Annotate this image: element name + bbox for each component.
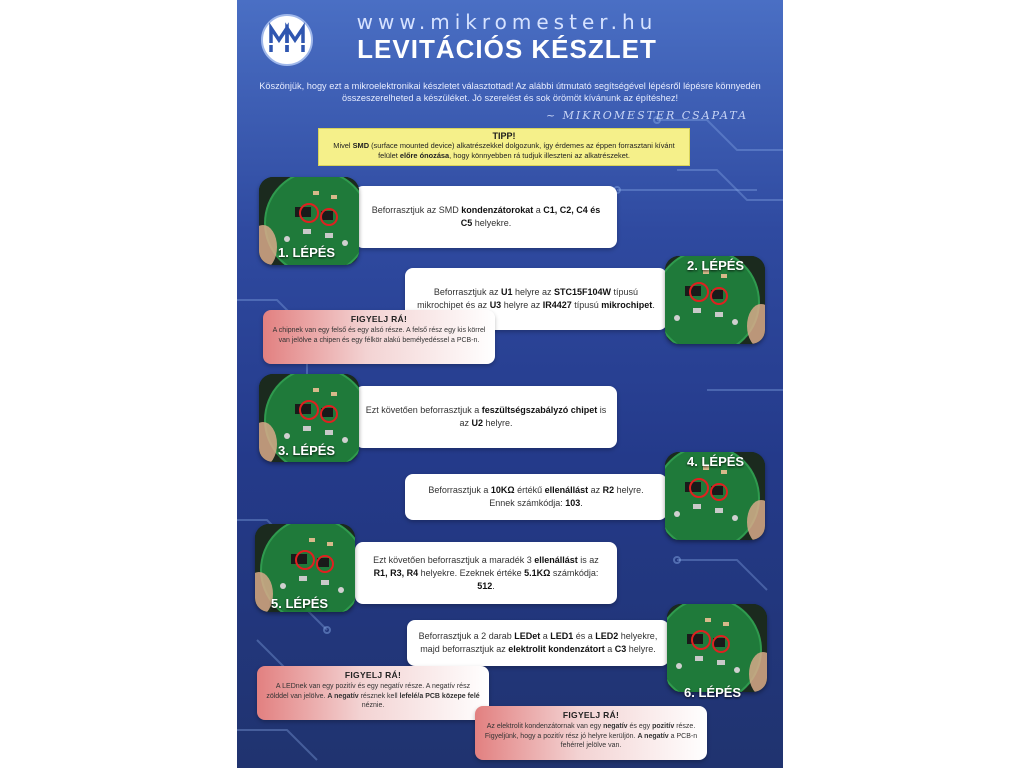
step-6-label: 6. LÉPÉS [684, 685, 742, 700]
step-1-label: 1. LÉPÉS [278, 245, 336, 260]
warning-2-title: FIGYELJ RÁ! [344, 670, 402, 680]
step-4-label: 4. LÉPÉS [687, 454, 745, 469]
warning-3-title: FIGYELJ RÁ! [562, 710, 620, 720]
team-signature: ~ MIKROMESTER CSAPATA [545, 109, 749, 122]
warning-2-text: A LEDnek van egy pozitív és egy negatív része. A negatív rész zölddel van jelölve. A negatív résznek kell lefelé/a PCB közepe felé néznie. [266, 683, 480, 709]
step-3-label: 3. LÉPÉS [278, 443, 336, 458]
step-3-text: Ezt követően beforrasztjuk a feszültségszabályzó chipet is az U2 helyre. [365, 405, 607, 428]
warning-1-text: A chipnek van egy felső és egy alsó része. A felső rész egy kis körrel van jelölve a chipen és egy félkör alakú bemélyedéssel a PCB-n. [272, 327, 486, 344]
pcb-illustration [667, 604, 767, 692]
warning-led-polarity [257, 666, 489, 720]
instruction-poster [237, 0, 783, 768]
page-title: LEVITÁCIÓS KÉSZLET [357, 34, 657, 64]
step-2-label: 2. LÉPÉS [687, 258, 745, 273]
step-3-card [355, 386, 617, 448]
step-4-text: Beforrasztjuk a 10KΩ értékű ellenállást az R2 helyre. Ennek számkódja: 103. [428, 485, 644, 508]
warning-1-title: FIGYELJ RÁ! [350, 314, 408, 324]
step-2-text: Beforrasztjuk az U1 helyre az STC15F104W típusú mikrochipet és az U3 helyre az IR4427 típusú mikrochipet. [417, 287, 655, 310]
step-6-photo [667, 604, 767, 692]
step-4-card [405, 474, 667, 520]
step-5-text: Ezt követően beforrasztjuk a maradék 3 ellenállást is az R1, R3, R4 helyekre. Ezeknek értéke 5.1KΩ számkódja: 512. [373, 554, 599, 591]
tip-text: Mivel SMD (surface mounted device) alkatrészekkel dolgozunk, így érdemes az éppen forrasztani kívánt felület előre ónozása, hogy könnyebben rá tudjuk illeszteni az alkatrészeket. [333, 141, 675, 160]
warning-3-text: Az elektrolit kondenzátornak van egy negatív és egy pozitív része. Figyeljünk, hogy a pozitív rész jó helyre kerüljön. A negatív a PCB-n fehérrel jelölve van. [484, 723, 698, 749]
tip-title: TIPP! [492, 131, 516, 141]
warning-chip-orientation [263, 310, 495, 364]
intro-text: Köszönjük, hogy ezt a mikroelektronikai készletet választottad! Az alábbi útmutató segítségével lépésről lépésre könnyedén összeszerelheted a készüléket. Jó szerelést és sok örömöt kívánunk az építéshez! [259, 81, 761, 103]
step-5-card [355, 542, 617, 604]
step-6-card [407, 620, 669, 666]
tip-box [318, 128, 690, 166]
mikromester-logo-icon [261, 14, 313, 66]
step-5-label: 5. LÉPÉS [271, 596, 329, 611]
warning-capacitor-polarity [475, 706, 707, 760]
step-6-text: Beforrasztjuk a 2 darab LEDet a LED1 és a LED2 helyekre, majd beforrasztjuk az elektrolit kondenzátort a C3 helyre. [418, 631, 658, 654]
site-url: www.mikromester.hu [356, 10, 658, 34]
step-1-text: Beforrasztjuk az SMD kondenzátorokat a C1, C2, C4 és C5 helyekre. [371, 205, 601, 228]
step-1-card [355, 186, 617, 248]
